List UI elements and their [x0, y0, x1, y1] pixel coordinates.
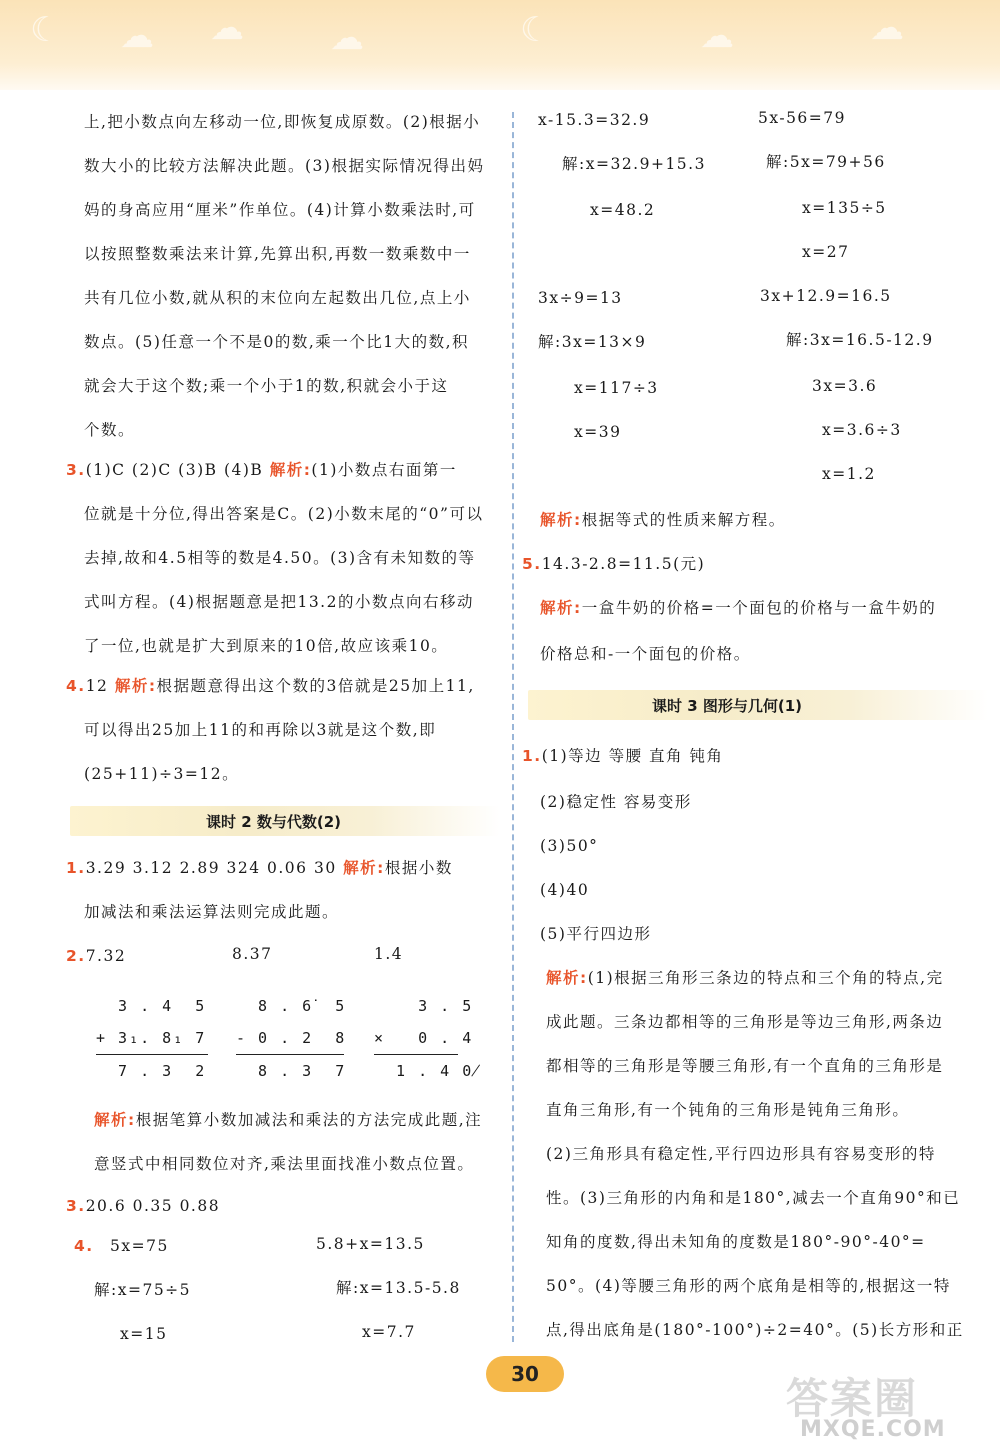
header-band [0, 0, 1000, 90]
analysis-line [540, 498, 786, 542]
analysis-line: 点,得出底角是(180°-100°)÷2=40°。(5)长方形和正 [546, 1321, 964, 1339]
equation-line: x=1.2 [822, 465, 876, 483]
intro-line: 数大小的比较方法解决此题。(3)根据实际情况得出妈 [84, 157, 485, 175]
vertical-multiplication: 3 . 5 × 0 . 4 1 . 4 0̸ [374, 990, 458, 1087]
intro-line: 个数。 [84, 421, 136, 439]
lesson2-question-1 [66, 846, 453, 890]
answer: 3.29 3.12 2.89 324 0.06 30 [85, 859, 344, 877]
equation-line: 3x+12.9=16.5 [760, 287, 892, 305]
equation-line: 5x-56=79 [758, 109, 847, 127]
analysis-line: 都相等的三角形是等腰三角形,有一个直角的三角形是 [546, 1057, 944, 1075]
analysis-line: (25+11)÷3=12。 [84, 765, 240, 783]
lesson-2-header [70, 806, 500, 836]
analysis-line: 式叫方程。(4)根据题意是把13.2的小数点向右移动 [84, 593, 474, 611]
intro-line: 共有几位小数,就从积的末位向左起数出几位,点上小 [84, 289, 471, 307]
equation-line: 解:3x=13×9 [538, 333, 647, 351]
intro-line: 就会大于这个数;乘一个小于1的数,积就会小于这 [84, 377, 449, 395]
column-divider [512, 112, 514, 1342]
question-number: 2. [66, 947, 86, 965]
vertical-addition: 3 . 4 5 + 3₁. 8₁ 7 7 . 3 2 [96, 990, 208, 1087]
analysis-label: 解析: [269, 461, 312, 479]
analysis-line: 50°。(4)等腰三角形的两个底角是相等的,根据这一特 [546, 1277, 951, 1295]
analysis-line: 加减法和乘法运算法则完成此题。 [84, 903, 340, 921]
analysis-label: 解析: [540, 511, 582, 529]
question-number: 1. [66, 859, 86, 877]
equation-line: 解:x=32.9+15.3 [562, 155, 706, 173]
analysis-text: (1)小数点右面第一 [311, 461, 457, 479]
watermark-site: MXQE.COM [800, 1417, 946, 1442]
intro-line: 上,把小数点向左移动一位,即恢复成原数。(2)根据小 [84, 113, 481, 131]
answer: 20.6 0.35 0.88 [85, 1197, 221, 1215]
analysis-line: 直角三角形,有一个钝角的三角形是钝角三角形。 [546, 1101, 910, 1119]
analysis-line: 位就是十分位,得出答案是C。(2)小数末尾的“0”可以 [84, 505, 484, 523]
analysis-line: 性。(3)三角形的内角和是180°,减去一个直角90°和已 [546, 1189, 961, 1207]
answer: 14.3-2.8=11.5(元) [541, 555, 706, 573]
question-number: 1. [522, 747, 542, 765]
analysis-text: 根据笔算小数加减法和乘法的方法完成此题,注 [135, 1111, 483, 1129]
question-number: 4. [66, 677, 86, 695]
equation-line: x=39 [574, 423, 622, 441]
analysis-label: 解析: [540, 599, 582, 617]
question-number: 3. [66, 461, 86, 479]
question-4 [66, 664, 475, 708]
watermark-main: 答案圈 [786, 1374, 919, 1423]
moon-decoration-icon: ☾ [520, 10, 551, 50]
cloud-decoration-icon: ☁ [330, 18, 364, 58]
equation-line: 3x÷9=13 [538, 289, 623, 307]
answer: 12 [85, 677, 115, 695]
analysis-line: 可以得出25加上11的和再除以3就是这个数,即 [84, 721, 437, 739]
analysis-label: 解析: [114, 677, 157, 695]
intro-line: 数点。(5)任意一个不是0的数,乘一个比1大的数,积 [84, 333, 470, 351]
cloud-decoration-icon: ☁ [700, 16, 734, 56]
cloud-decoration-icon: ☁ [870, 8, 904, 48]
analysis-line: (2)三角形具有稳定性,平行四边形具有容易变形的特 [546, 1145, 936, 1163]
analysis-label: 解析: [94, 1111, 136, 1129]
intro-line: 以按照整数乘法来计算,先算出积,再数一数乘数中一 [84, 245, 471, 263]
equation-line: 解:5x=79+56 [766, 153, 886, 171]
lesson3-question-1 [522, 734, 723, 778]
page-number: 30 [486, 1356, 564, 1392]
analysis-text: (1)根据三角形三条边的特点和三个角的特点,完 [587, 969, 944, 987]
answer: 7.32 [85, 947, 127, 965]
lesson2-question-4-number: 4. [74, 1237, 94, 1255]
answer: (4)40 [540, 881, 590, 899]
answer: (1)C (2)C (3)B (4)B [85, 461, 270, 479]
analysis-line: 了一位,也就是扩大到原来的10倍,故应该乘10。 [84, 637, 449, 655]
analysis-line [546, 956, 944, 1000]
equation-line: 解:x=75÷5 [94, 1281, 192, 1299]
analysis-text: 一盒牛奶的价格=一个面包的价格与一盒牛奶的 [581, 599, 937, 617]
intro-line: 妈的身高应用“厘米”作单位。(4)计算小数乘法时,可 [84, 201, 476, 219]
equation-line: x-15.3=32.9 [538, 111, 651, 129]
equation-line: x=48.2 [590, 201, 656, 219]
equation-line: 3x=3.6 [812, 377, 878, 395]
equation-line: 解:3x=16.5-12.9 [786, 331, 934, 349]
equation-line: 5.8+x=13.5 [316, 1235, 425, 1253]
lesson-3-header [528, 690, 988, 720]
vertical-subtraction: 8 . 6̇ 5 - 0 . 2 8 8 . 3 7 [236, 990, 344, 1087]
analysis-line: 去掉,故和4.5相等的数是4.50。(3)含有未知数的等 [84, 549, 476, 567]
equation-line: x=27 [802, 243, 850, 261]
answer: (2)稳定性 容易变形 [540, 793, 692, 811]
question-5 [522, 542, 705, 586]
equation-line: x=15 [120, 1325, 168, 1343]
answer: 1.4 [374, 945, 404, 963]
question-number: 3. [66, 1197, 86, 1215]
lesson-title: 课时 3 图形与几何(1) [652, 697, 803, 715]
analysis-label: 解析: [546, 969, 588, 987]
analysis-label: 解析: [343, 859, 385, 877]
question-3 [66, 448, 457, 492]
moon-decoration-icon: ☾ [30, 10, 61, 50]
analysis-text: 根据等式的性质来解方程。 [581, 511, 786, 529]
cloud-decoration-icon: ☁ [120, 16, 154, 56]
analysis-text: 根据小数 [384, 859, 453, 877]
analysis-text: 根据题意得出这个数的3倍就是25加上11, [156, 677, 475, 695]
answer: (1)等边 等腰 直角 钝角 [541, 747, 724, 765]
answer: (5)平行四边形 [540, 925, 652, 943]
analysis-line [540, 586, 936, 630]
analysis-line: 意竖式中相同数位对齐,乘法里面找准小数点位置。 [94, 1155, 475, 1173]
analysis-line [94, 1098, 482, 1142]
analysis-line: 知角的度数,得出未知角的度数是180°-90°-40°= [546, 1233, 926, 1251]
analysis-line: 成此题。三条边都相等的三角形是等边三角形,两条边 [546, 1013, 944, 1031]
watermark-logo [786, 1366, 986, 1446]
lesson-title: 课时 2 数与代数(2) [206, 813, 342, 831]
question-number: 5. [522, 555, 542, 573]
answer: (3)50° [540, 837, 599, 855]
equation-line: 5x=75 [110, 1237, 169, 1255]
answer: 8.37 [232, 945, 273, 963]
equation-line: x=3.6÷3 [822, 421, 902, 439]
analysis-line: 价格总和-一个面包的价格。 [540, 645, 751, 663]
lesson2-question-3 [66, 1184, 220, 1228]
equation-line: x=135÷5 [802, 199, 887, 217]
equation-line: 解:x=13.5-5.8 [336, 1279, 461, 1297]
equation-line: x=7.7 [362, 1323, 416, 1341]
cloud-decoration-icon: ☁ [210, 8, 244, 48]
equation-line: x=117÷3 [574, 379, 659, 397]
lesson2-question-2 [66, 934, 126, 978]
